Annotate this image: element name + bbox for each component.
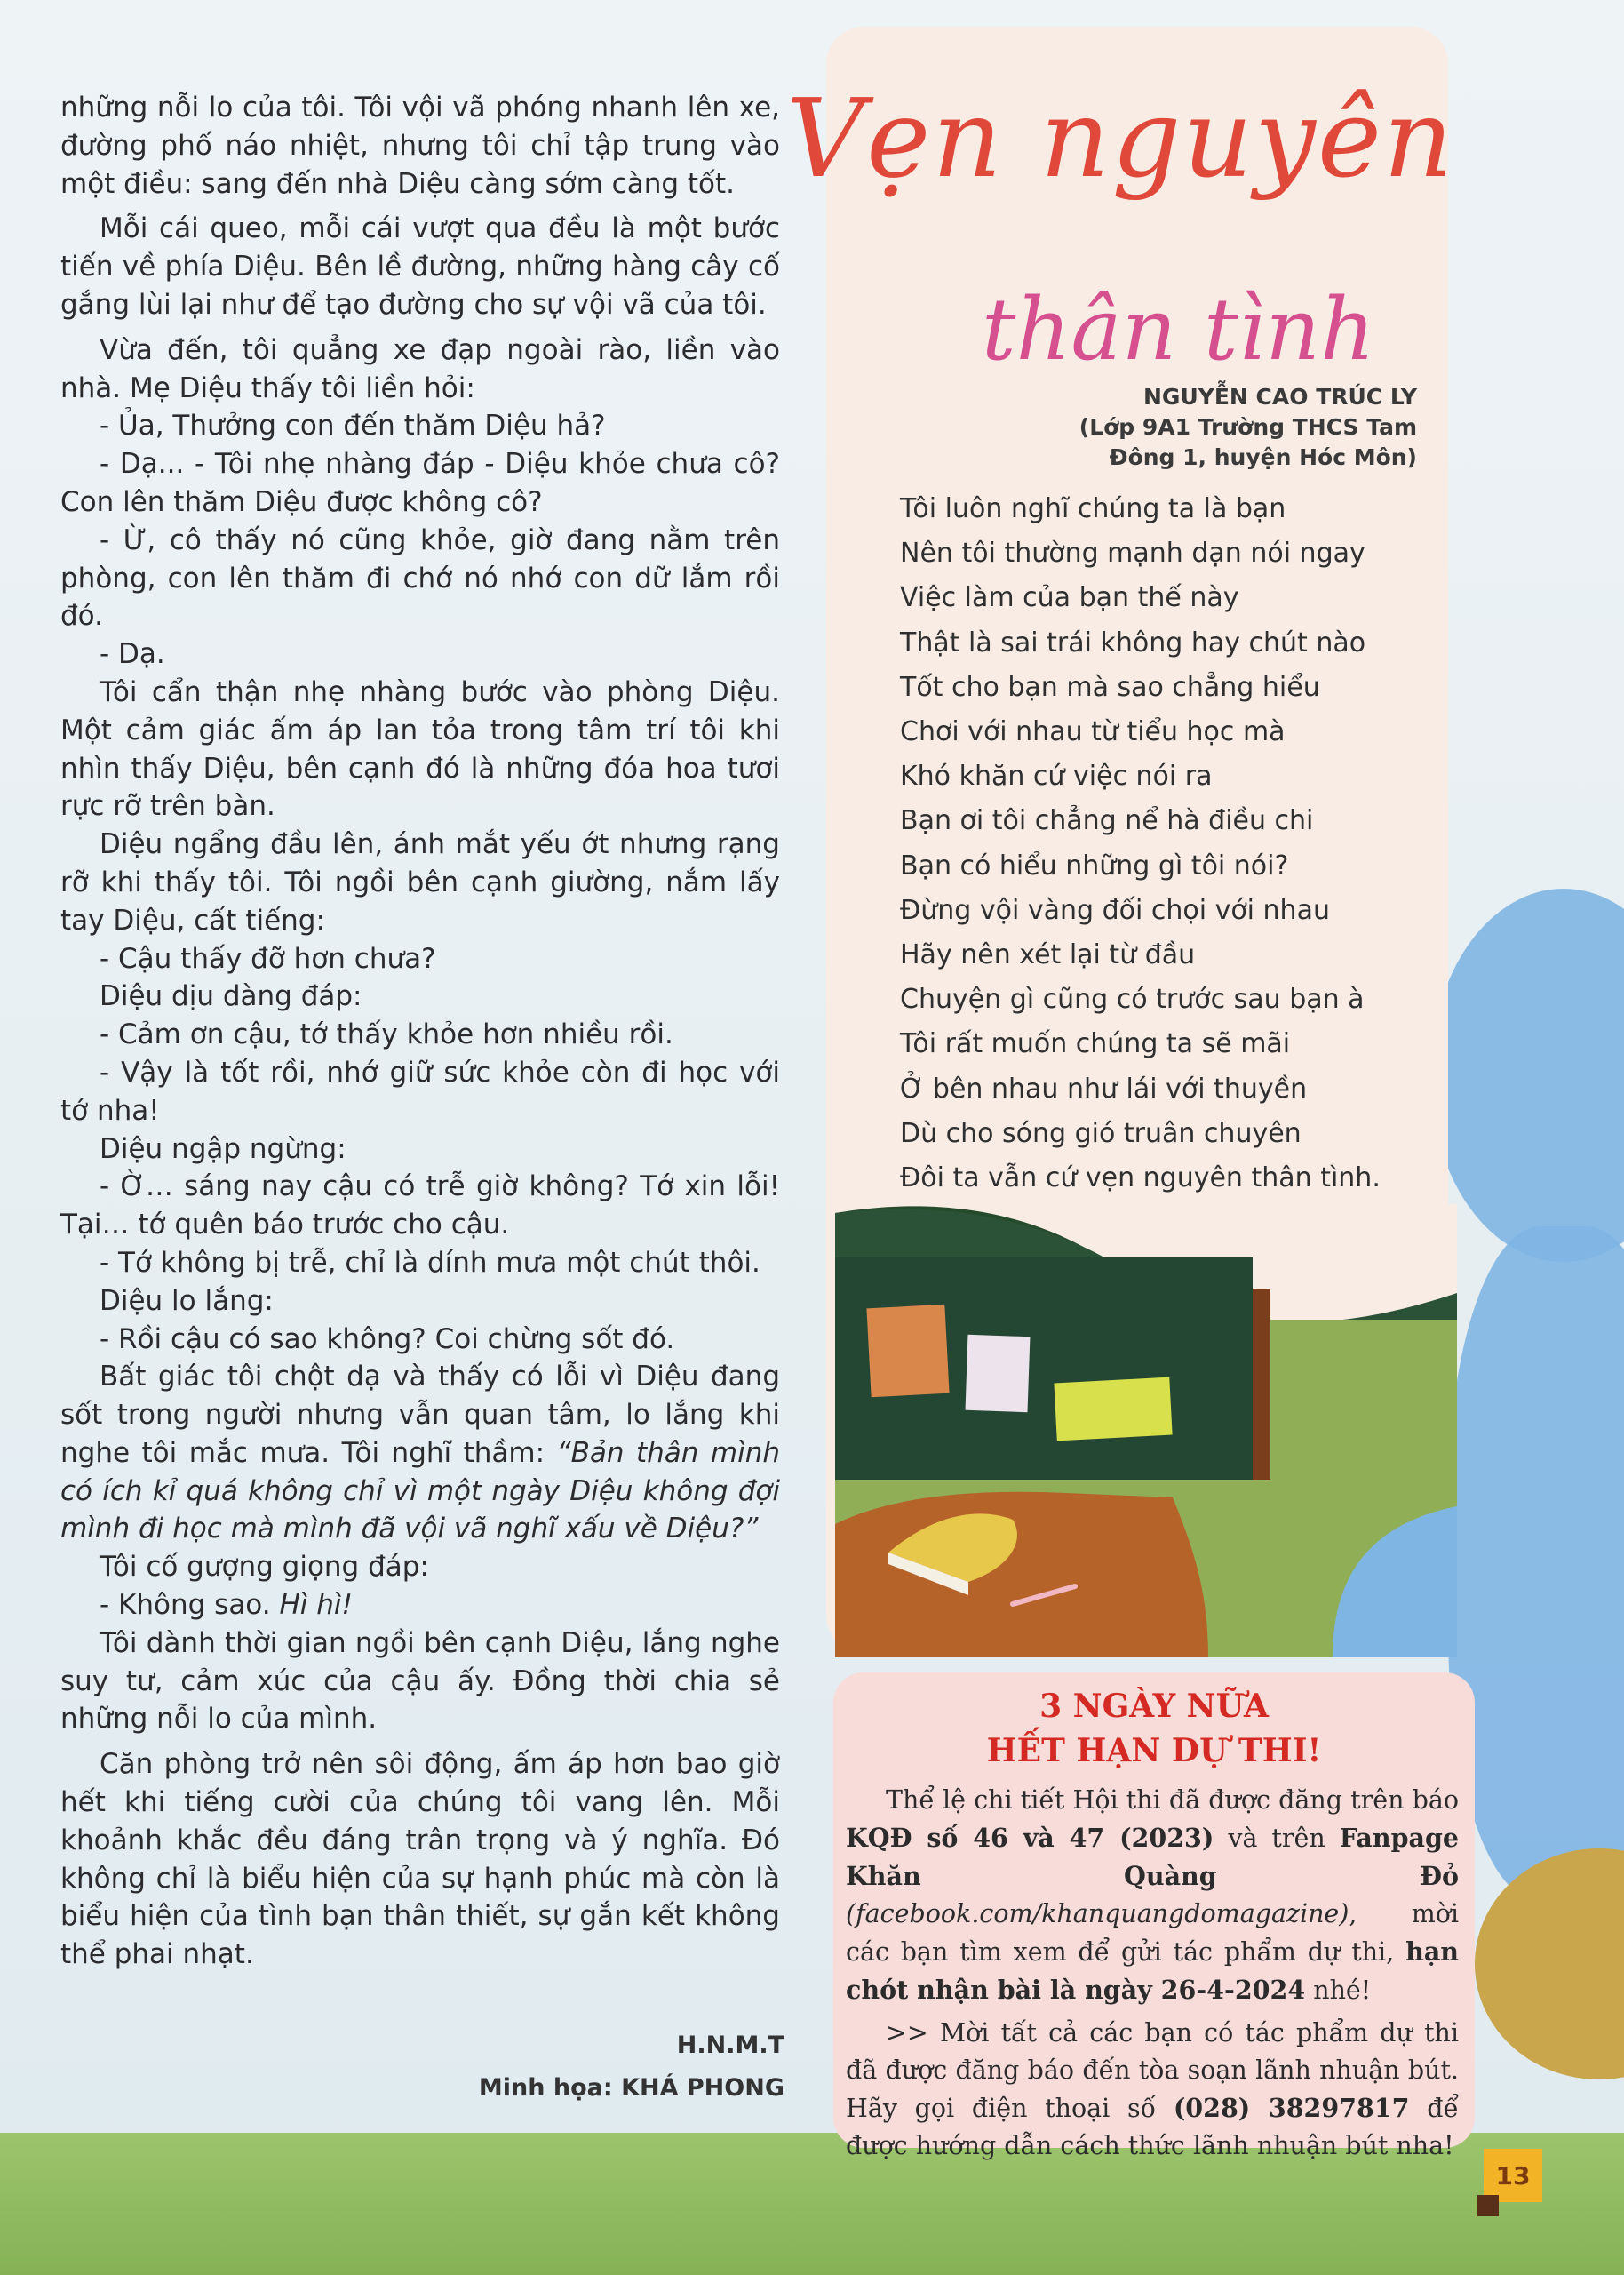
poem-line: Khó khăn cứ việc nói ra [900, 761, 1213, 793]
poem-affiliation: (Lớp 9A1 Trường THCS Tam Đông 1, huyện Hóc Môn) [1079, 414, 1417, 470]
story-paragraph: - Rồi cậu có sao không? Coi chừng sốt đó. [100, 1322, 675, 1355]
story-paragraph: Tôi cẩn thận nhẹ nhàng bước vào phòng Diệu. Một cảm giác ấm áp lan tỏa trong tâm trí tôi khi nhìn thấy Diệu, bên cạnh đó là những đóa hoa tươi rực rỡ trên bàn. [60, 675, 780, 823]
notice-title-line1: 3 NGÀY NỮA [1039, 1688, 1269, 1725]
notice-title [833, 1684, 1475, 1773]
story-paragraph: Mỗi cái queo, mỗi cái vượt qua đều là một bước tiến về phía Diệu. Bên lề đường, những hàng cây cố gắng lùi lại như để tạo đường cho sự vội vã của tôi. [60, 212, 780, 321]
story-paragraph: - Ờ… sáng nay cậu có trễ giờ không? Tớ xin lỗi! Tại… tớ quên báo trước cho cậu. [60, 1170, 780, 1241]
note-yellow [1054, 1377, 1172, 1441]
poem-lines [900, 487, 1433, 1201]
poem-line: Hãy nên xét lại từ đầu [900, 939, 1196, 971]
classroom-illustration [835, 1204, 1457, 1657]
story-signature: H.N.M.T [676, 2032, 784, 2059]
poem-line: Chuyện gì cũng có trước sau bạn à [900, 984, 1365, 1016]
story-paragraph: - Ừ, cô thấy nó cũng khỏe, giờ đang nằm trên phòng, con lên thăm đi chớ nó nhớ con dữ lắm rồi đó. [60, 523, 780, 633]
poem-line: Ở bên nhau như lái với thuyền [900, 1073, 1308, 1105]
story-paragraph: - Tớ không bị trễ, chỉ là dính mưa một chút thôi. [100, 1246, 760, 1279]
desk [835, 1492, 1208, 1657]
story-paragraph: - Vậy là tốt rồi, nhớ giữ sức khỏe còn đi học với tớ nha! [60, 1056, 780, 1127]
poem-line: Việc làm của bạn thế này [900, 582, 1239, 614]
page-number: 13 [1484, 2149, 1542, 2202]
poem-line: Chơi với nhau từ tiểu học mà [900, 716, 1286, 748]
board-frame [1253, 1289, 1270, 1480]
page-corner-mark [1477, 2195, 1499, 2216]
story-paragraph: - Ủa, Thưởng con đến thăm Diệu hả? [100, 410, 606, 443]
story-paragraph: - Không sao. Hì hì! [100, 1589, 353, 1622]
notice-title-line2: HẾT HẠN DỰ THI! [986, 1732, 1322, 1769]
notice-paragraph-2: >> Mời tất cả các bạn có tác phẩm dự thi đã được đăng báo đến tòa soạn lãnh nhuận bút. Hãy gọi điện thoại số (028) 38297817 để được hướng dẫn cách thức lãnh nhuận bút nha! [846, 2018, 1460, 2160]
poem-line: Đừng vội vàng đối chọi với nhau [900, 894, 1330, 926]
story-paragraph: Diệu ngập ngừng: [100, 1132, 346, 1165]
story-paragraph: những nỗi lo của tôi. Tôi vội vã phóng nhanh lên xe, đường phố náo nhiệt, nhưng tôi chỉ tập trung vào một điều: sang đến nhà Diệu càng sớm càng tốt. [60, 92, 780, 200]
notice-body [846, 1782, 1459, 2165]
story-paragraph: Tôi cố gượng giọng đáp: [100, 1551, 429, 1584]
poem-title-line1: Vẹn nguyên [786, 76, 1455, 202]
story-paragraph: Diệu ngẩng đầu lên, ánh mắt yếu ớt nhưng rạng rỡ khi thấy tôi. Tôi ngồi bên cạnh giường, nắm lấy tay Diệu, cất tiếng: [60, 828, 780, 937]
note-white [966, 1335, 1031, 1412]
poem-line: Bạn có hiểu những gì tôi nói? [900, 850, 1289, 882]
note-orange [866, 1305, 949, 1397]
story-paragraph: Vừa đến, tôi quẳng xe đạp ngoài rào, liền vào nhà. Mẹ Diệu thấy tôi liền hỏi: [60, 333, 780, 404]
story-paragraph: Diệu lo lắng: [100, 1284, 274, 1317]
poem-author-block [942, 382, 1417, 473]
story-paragraph: Diệu dịu dàng đáp: [100, 980, 362, 1013]
story-paragraph: Bất giác tôi chột dạ và thấy có lỗi vì Diệu đang sốt trong người nhưng vẫn quan tâm, lo lắng khi nghe tôi mắc mưa. Tôi nghĩ thầm: “Bản thân mình có ích kỉ quá không chỉ vì một ngày Diệu không đợi mình đi học mà mình đã vội vã nghĩ xấu về Diệu?” [60, 1361, 781, 1545]
story-text [60, 89, 780, 1974]
story-paragraph: Tôi dành thời gian ngồi bên cạnh Diệu, lắng nghe suy tư, cảm xúc của cậu ấy. Đồng thời chia sẻ những nỗi lo của mình. [60, 1626, 780, 1736]
illustration-credit: Minh họa: KHÁ PHONG [478, 2074, 784, 2102]
notice-paragraph-1: Thể lệ chi tiết Hội thi đã được đăng trên báo KQĐ số 46 và 47 (2023) và trên Fanpage Khăn Quàng Đỏ (facebook.com/khanquangdomagazine), mời các bạn tìm xem để gửi tác phẩm dự thi, hạn chót nhận bài là ngày 26-4-2024 nhé! [846, 1785, 1460, 2005]
poem-author: NGUYỄN CAO TRÚC LY [1143, 384, 1417, 410]
story-paragraph: - Cậu thấy đỡ hơn chưa? [100, 942, 436, 975]
story-paragraph: - Dạ... - Tôi nhẹ nhàng đáp - Diệu khỏe chưa cô? Con lên thăm Diệu được không cô? [60, 448, 780, 518]
poem-line: Dù cho sóng gió truân chuyên [900, 1117, 1302, 1149]
poem-line: Bạn ơi tôi chẳng nể hà điều chi [900, 805, 1314, 837]
poem-line: Tốt cho bạn mà sao chẳng hiểu [900, 671, 1320, 703]
poem-line: Nên tôi thường mạnh dạn nói ngay [900, 538, 1365, 570]
poem-line: Thật là sai trái không hay chút nào [900, 627, 1366, 659]
story-paragraph: - Cảm ơn cậu, tớ thấy khỏe hơn nhiều rồi. [100, 1018, 673, 1051]
poem-title-line2: thân tình [982, 280, 1375, 379]
story-credits [340, 2024, 784, 2110]
story-paragraph: - Dạ. [100, 638, 165, 671]
poem-line: Đôi ta vẫn cứ vẹn nguyên thân tình. [900, 1162, 1381, 1194]
poem-line: Tôi rất muốn chúng ta sẽ mãi [900, 1028, 1291, 1060]
poem-line: Tôi luôn nghĩ chúng ta là bạn [900, 493, 1286, 524]
story-paragraph: Căn phòng trở nên sôi động, ấm áp hơn bao giờ hết khi tiếng cười của chúng tôi vang lên. Mỗi khoảnh khắc đều đáng trân trọng và ý nghĩa. Đó không chỉ là biểu hiện của sự hạnh phúc mà còn là biểu hiện của tình bạn thân thiết, sự gắn kết không thể phai nhạt. [60, 1748, 780, 1971]
